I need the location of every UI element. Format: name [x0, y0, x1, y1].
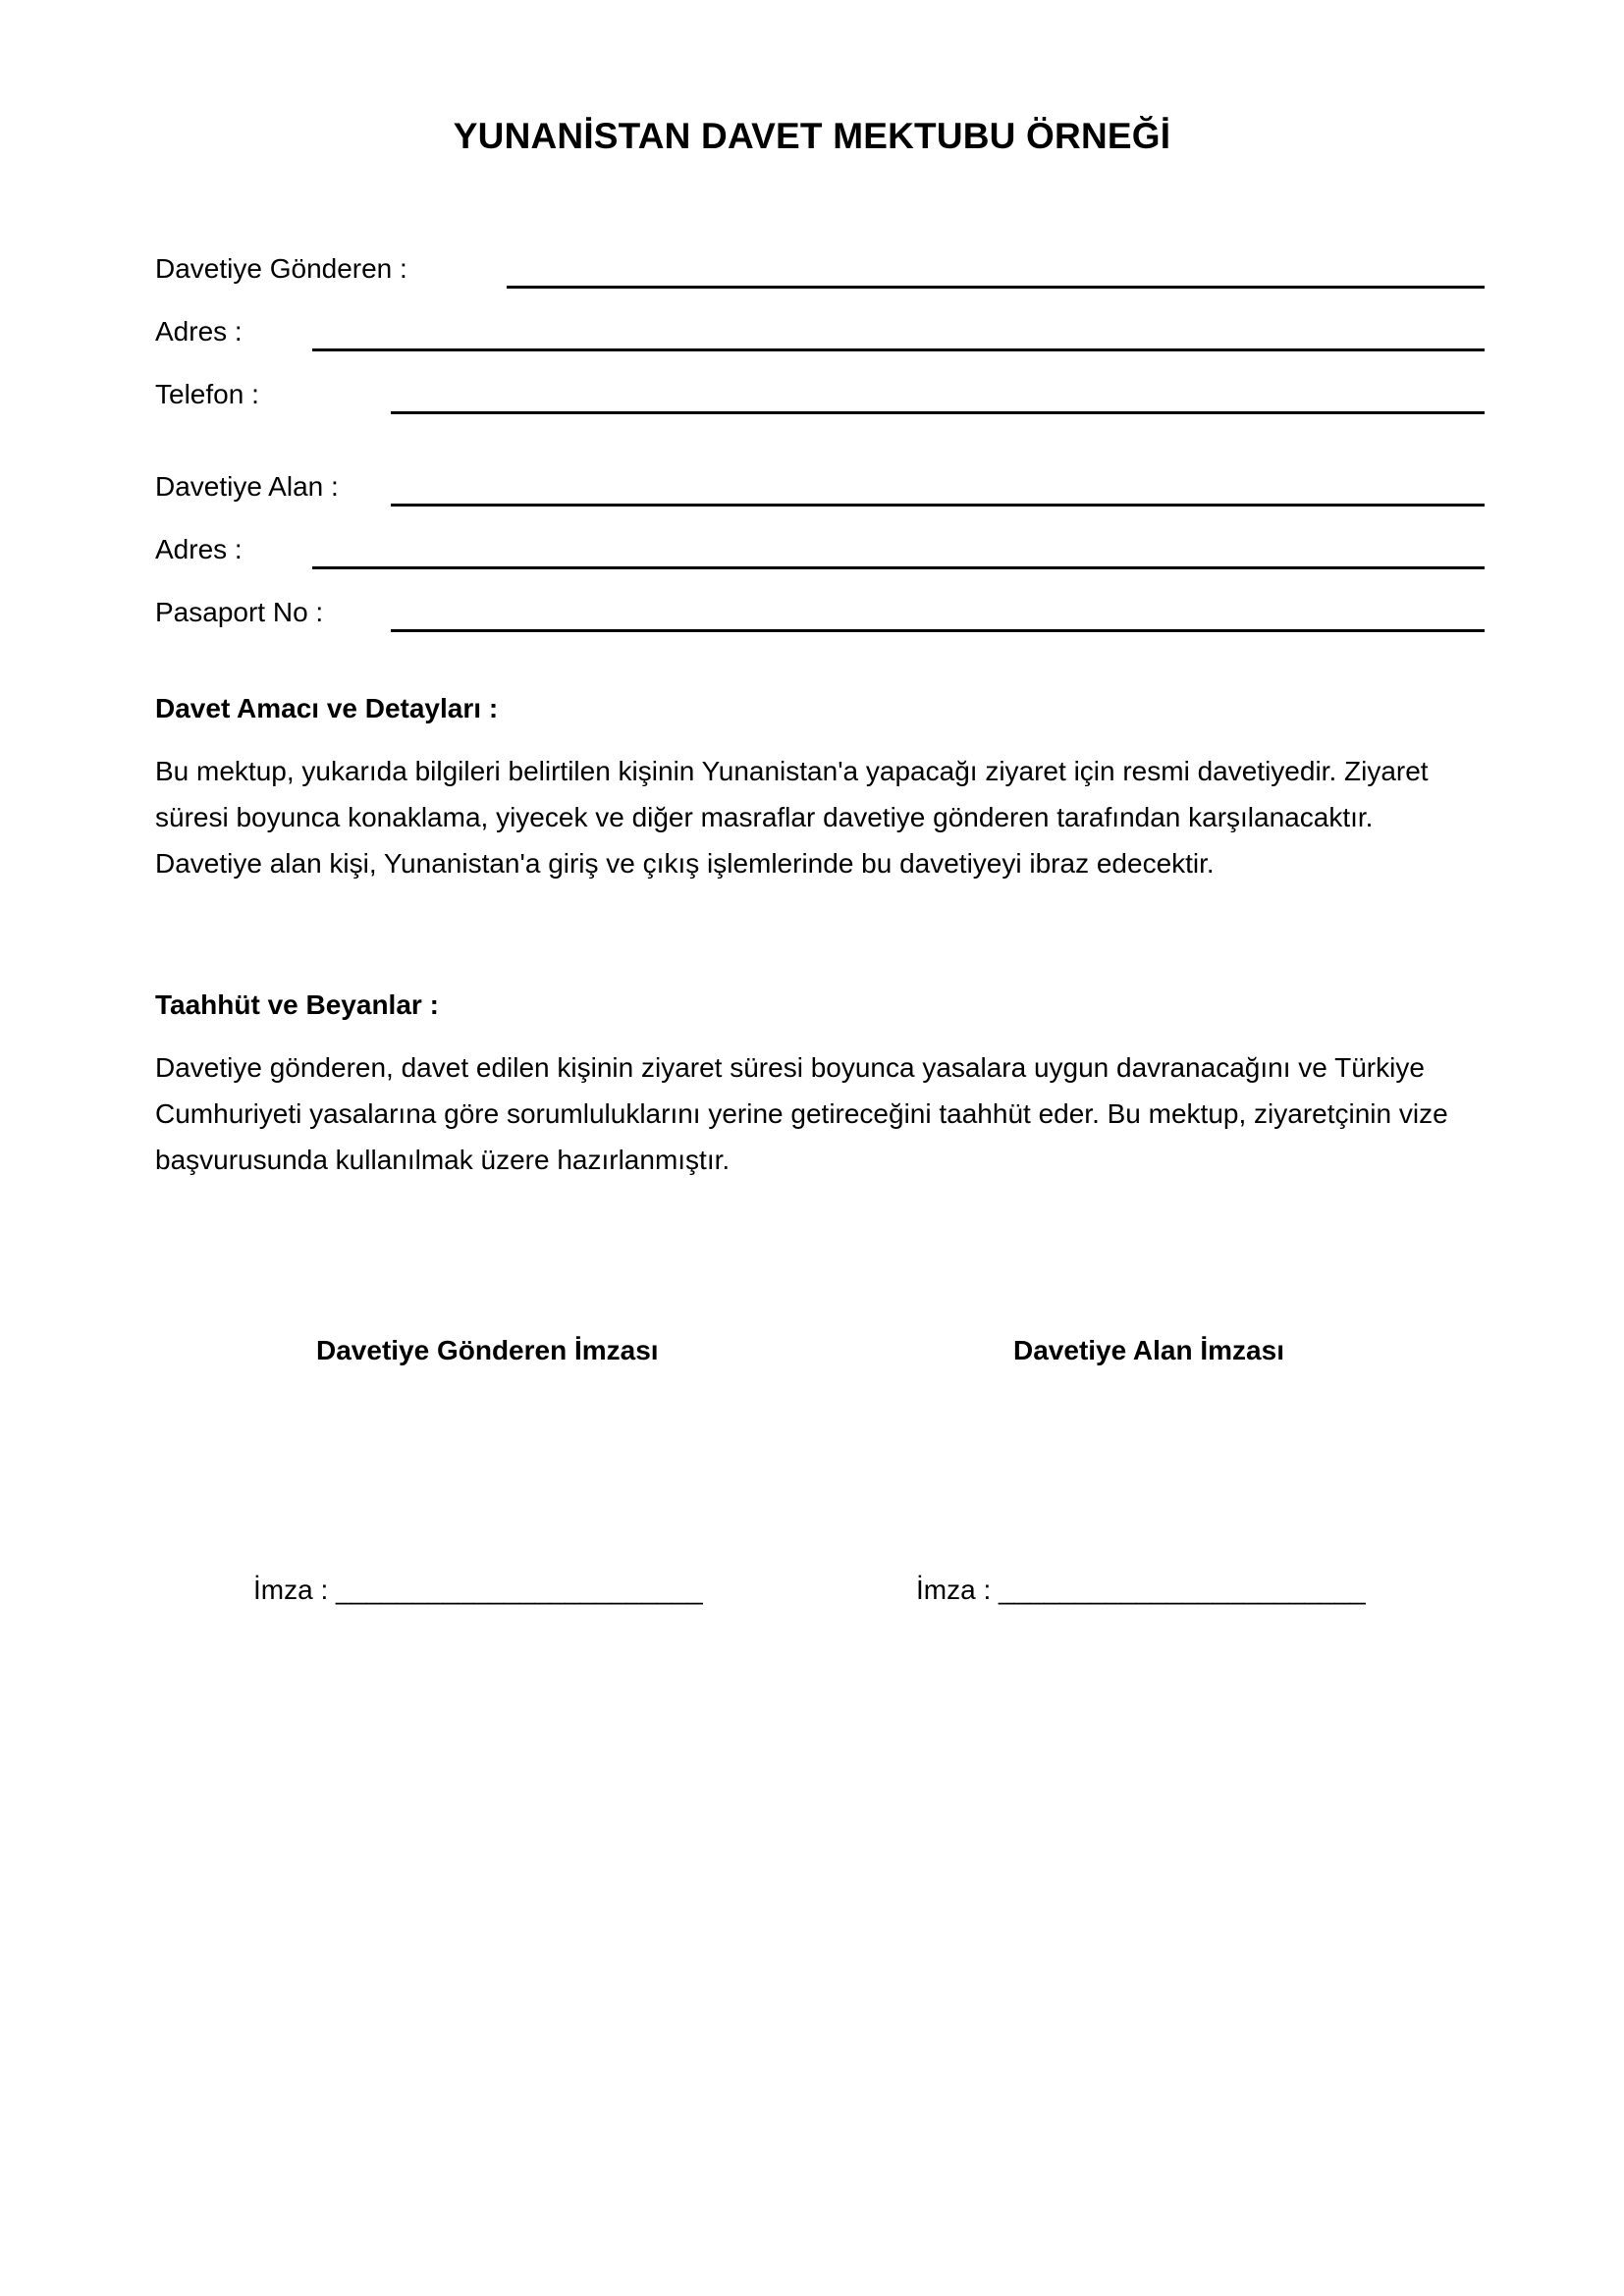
purpose-line: süresi boyunca konaklama, yiyecek ve diğer masraflar davetiye gönderen tarafından karşılanacaktır.	[155, 802, 1374, 832]
recipient-name-label: Davetiye Alan :	[155, 471, 339, 502]
sender-address-label: Adres :	[155, 316, 243, 347]
sender-address-field[interactable]	[312, 348, 1485, 351]
commitment-paragraph	[155, 1044, 1490, 1183]
commitment-line: başvurusunda kullanılmak üzere hazırlanmıştır.	[155, 1145, 731, 1175]
sender-phone-field[interactable]	[391, 411, 1485, 414]
purpose-paragraph	[155, 748, 1490, 886]
recipient-signature-field[interactable]: İmza : ________________________	[916, 1575, 1366, 1605]
recipient-passport-label: Pasaport No :	[155, 597, 324, 627]
commitment-line: Cumhuriyeti yasalarına göre sorumluluklarını yerine getireceğini taahhüt eder. Bu mektup, ziyaretçinin vize	[155, 1098, 1448, 1129]
sender-name-field[interactable]	[507, 286, 1485, 289]
recipient-signature-heading: Davetiye Alan İmzası	[1013, 1335, 1284, 1365]
purpose-line: Davetiye alan kişi, Yunanistan'a giriş ve çıkış işlemlerinde bu davetiyeyi ibraz edecektir.	[155, 848, 1215, 879]
purpose-line: Bu mektup, yukarıda bilgileri belirtilen kişinin Yunanistan'a yapacağı ziyaret için resmi davetiyedir. Ziyaret	[155, 756, 1429, 786]
page-title: YUNANİSTAN DAVET MEKTUBU ÖRNEĞİ	[453, 116, 1171, 156]
recipient-address-field[interactable]	[312, 566, 1485, 569]
recipient-name-field[interactable]	[391, 504, 1485, 507]
recipient-passport-field[interactable]	[391, 629, 1485, 632]
purpose-heading: Davet Amacı ve Detayları :	[155, 693, 499, 723]
recipient-address-label: Adres :	[155, 534, 243, 564]
sender-signature-heading: Davetiye Gönderen İmzası	[316, 1335, 659, 1365]
sender-signature-field[interactable]: İmza : ________________________	[253, 1575, 703, 1605]
commitment-heading: Taahhüt ve Beyanlar :	[155, 989, 439, 1020]
commitment-line: Davetiye gönderen, davet edilen kişinin ziyaret süresi boyunca yasalara uygun davranacağını ve Türkiye	[155, 1052, 1425, 1083]
sender-phone-label: Telefon :	[155, 379, 259, 409]
sender-name-label: Davetiye Gönderen :	[155, 253, 407, 284]
